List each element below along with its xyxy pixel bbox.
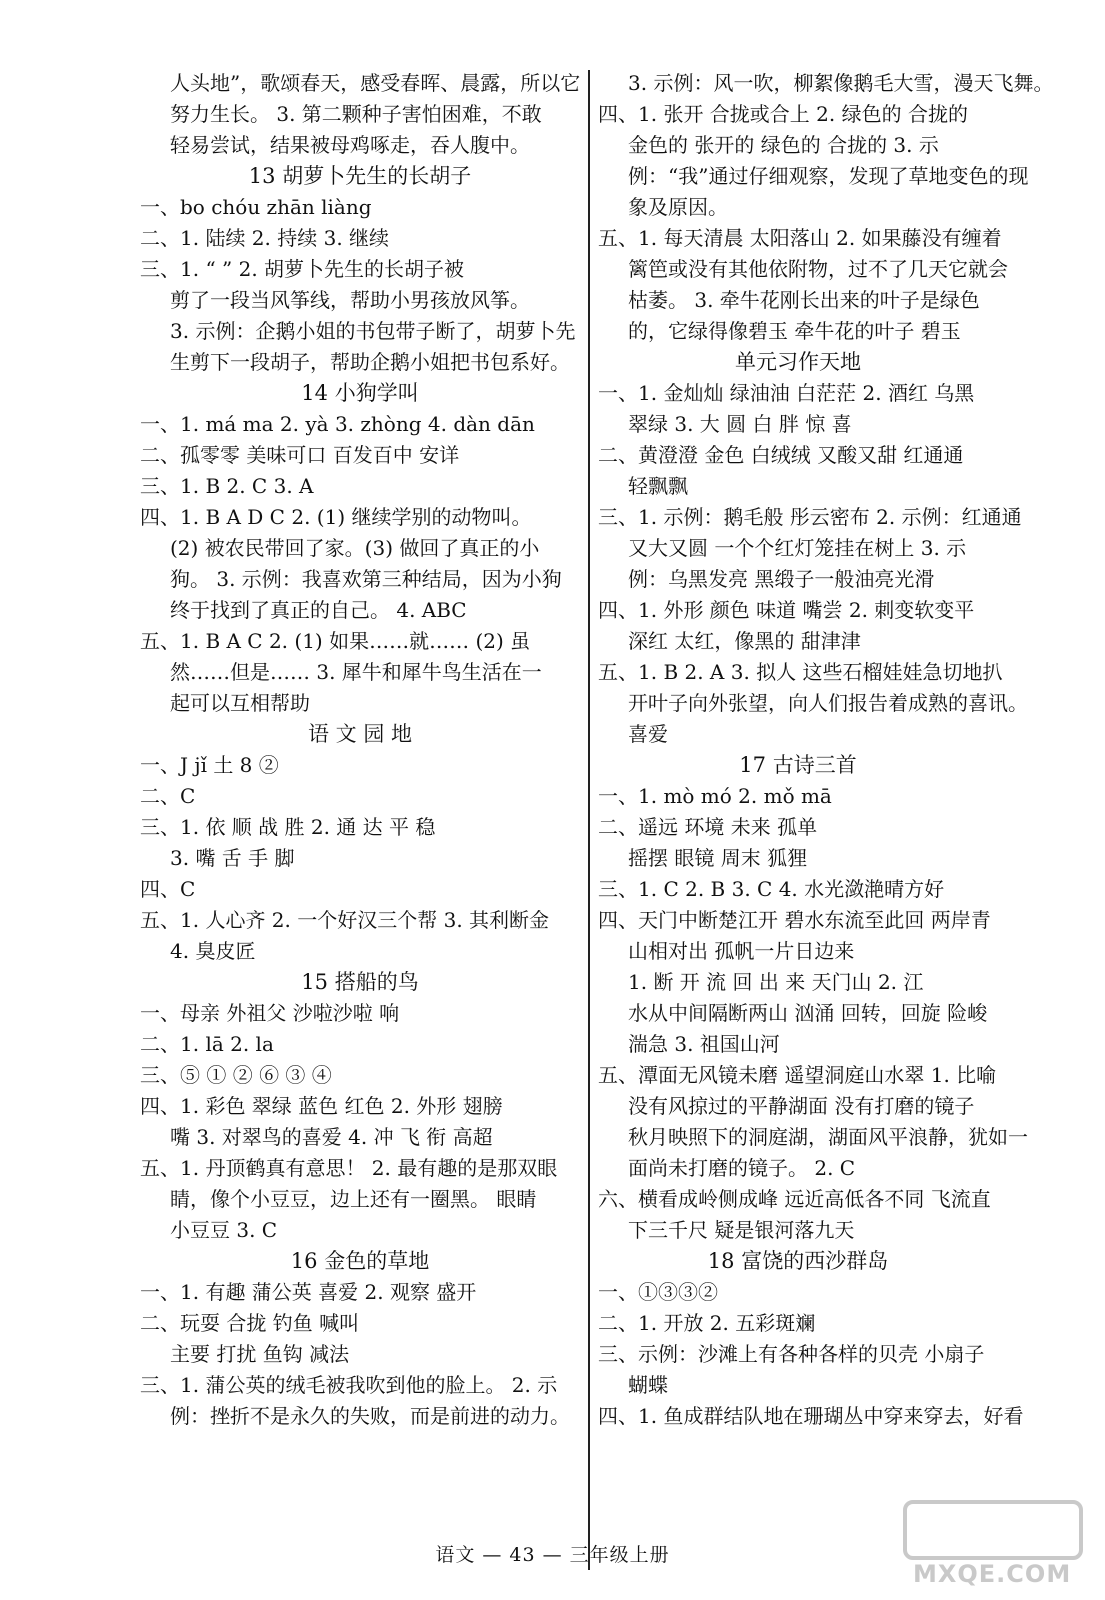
left-text-line: 努力生长。 3. 第二颗种子害怕困难，不敢 (170, 102, 542, 126)
right-text-line: 二、1. 开放 2. 五彩斑斓 (598, 1311, 816, 1335)
left-text-line: 一、J jǐ 土 8 ② (140, 753, 279, 777)
right-text-line: 一、1. mò mó 2. mǒ mā (598, 784, 832, 808)
right-text-line: 五、1. 每天清晨 太阳落山 2. 如果藤没有缠着 (598, 226, 1002, 250)
right-section-heading: 18 富饶的西沙群岛 (707, 1249, 889, 1273)
right-text-line: 轻飘飘 (628, 474, 688, 498)
right-text-line: 水从中间隔断两山 汹涌 回转，回旋 险峻 (628, 1001, 988, 1025)
watermark-logo (903, 1500, 1083, 1592)
left-text-line: 五、1. 人心齐 2. 一个好汉三个帮 3. 其利断金 (140, 908, 550, 932)
right-text-line: 面尚未打磨的镜子。 2. C (628, 1156, 856, 1180)
right-text-line: 1. 断 开 流 回 出 来 天门山 2. 江 (628, 970, 924, 994)
left-text-line: 二、1. 陆续 2. 持续 3. 继续 (140, 226, 390, 250)
left-text-line: 起可以互相帮助 (170, 691, 310, 715)
left-text-line: 四、1. B A D C 2. (1) 继续学别的动物叫。 (140, 505, 532, 529)
left-text-line: 4. 臭皮匠 (170, 939, 256, 963)
right-text-line: 篱笆或没有其他依附物，过不了几天它就会 (628, 257, 1008, 281)
left-text-line: 五、1. B A C 2. (1) 如果……就…… (2) 虽 (140, 629, 531, 653)
left-text-line: 五、1. 丹顶鹤真有意思！ 2. 最有趣的是那双眼 (140, 1156, 558, 1180)
left-text-line: 一、1. 有趣 蒲公英 喜爱 2. 观察 盛开 (140, 1280, 477, 1304)
left-text-line: 二、C (140, 784, 196, 808)
right-text-line: 二、遥远 环境 未来 孤单 (598, 815, 818, 839)
right-text-line: 没有风掠过的平静湖面 没有打磨的镜子 (628, 1094, 975, 1118)
right-text-line: 象及原因。 (628, 195, 728, 219)
left-text-line: 三、⑤ ① ② ⑥ ③ ④ (140, 1063, 332, 1087)
right-column (598, 68, 1054, 1432)
left-text-line: 人头地”，歌颂春天，感受春晖、晨露，所以它 (170, 71, 581, 95)
right-text-line: 例：“我”通过仔细观察，发现了草地变色的现 (628, 164, 1029, 188)
right-text-line: 深红 太红，像黑的 甜津津 (628, 629, 861, 653)
left-text-line: 3. 示例：企鹅小姐的书包带子断了，胡萝卜先 (170, 319, 576, 343)
right-section-heading: 单元习作天地 (735, 350, 861, 374)
right-text-line: 二、黄澄澄 金色 白绒绒 又酸又甜 红通通 (598, 443, 964, 467)
left-section-heading: 14 小狗学叫 (301, 381, 419, 405)
left-text-line: 生剪下一段胡子，帮助企鹅小姐把书包系好。 (170, 350, 570, 374)
left-section-heading: 13 胡萝卜先生的长胡子 (248, 164, 472, 188)
right-text-line: 金色的 张开的 绿色的 合拢的 3. 示 (628, 133, 939, 157)
left-text-line: 一、bo chóu zhān liàng (140, 195, 372, 219)
right-text-line: 枯萎。 3. 牵牛花刚长出来的叶子是绿色 (628, 288, 980, 312)
right-text-line: 又大又圆 一个个红灯笼挂在树上 3. 示 (628, 536, 967, 560)
watermark-text: MXQE.COM (913, 1560, 1072, 1588)
right-text-line: 五、潭面无风镜未磨 遥望洞庭山水翠 1. 比喻 (598, 1063, 997, 1087)
left-text-line: 然……但是…… 3. 犀牛和犀牛鸟生活在一 (170, 660, 542, 684)
right-text-line: 四、1. 鱼成群结队地在珊瑚丛中穿来穿去，好看 (598, 1404, 1024, 1428)
left-section-heading: 16 金色的草地 (290, 1249, 430, 1273)
left-text-line: 终于找到了真正的自己。 4. ABC (170, 598, 467, 622)
left-text-line: 嘴 3. 对翠鸟的喜爱 4. 冲 飞 衔 高超 (170, 1125, 493, 1149)
right-text-line: 四、天门中断楚江开 碧水东流至此回 两岸青 (598, 908, 991, 932)
left-text-line: 二、玩耍 合拢 钓鱼 喊叫 (140, 1311, 360, 1335)
left-section-heading: 语 文 园 地 (307, 722, 413, 746)
right-text-line: 下三千尺 疑是银河落九天 (628, 1218, 855, 1242)
left-text-line: 四、1. 彩色 翠绿 蓝色 红色 2. 外形 翅膀 (140, 1094, 503, 1118)
left-section-heading: 15 搭船的鸟 (301, 970, 419, 994)
right-text-line: 翠绿 3. 大 圆 白 胖 惊 喜 (628, 412, 852, 436)
watermark-box (903, 1500, 1083, 1560)
right-text-line: 一、①③③② (598, 1280, 718, 1304)
left-text-line: 三、1. B 2. C 3. A (140, 474, 314, 498)
left-text-line: 睛，像个小豆豆，边上还有一圈黑。 眼睛 (170, 1187, 537, 1211)
left-text-line: 例：挫折不是永久的失败，而是前进的动力。 (170, 1404, 570, 1428)
right-text-line: 三、1. 示例：鹅毛般 彤云密布 2. 示例：红通通 (598, 505, 1022, 529)
right-text-line: 蝴蝶 (628, 1373, 668, 1397)
page-footer: 语文 — 43 — 三年级上册 (435, 1544, 670, 1566)
left-text-line: 一、1. má ma 2. yà 3. zhòng 4. dàn dān (140, 412, 535, 436)
left-column (140, 68, 580, 1432)
left-text-line: 三、1. 依 顺 战 胜 2. 通 达 平 稳 (140, 815, 436, 839)
right-text-line: 四、1. 外形 颜色 味道 嘴尝 2. 刺变软变平 (598, 598, 975, 622)
left-text-line: 三、1. “ ” 2. 胡萝卜先生的长胡子被 (140, 257, 465, 281)
right-text-line: 六、横看成岭侧成峰 远近高低各不同 飞流直 (598, 1187, 991, 1211)
right-text-line: 开叶子向外张望，向人们报告着成熟的喜讯。 (628, 691, 1028, 715)
right-text-line: 四、1. 张开 合拢或合上 2. 绿色的 合拢的 (598, 102, 968, 126)
right-text-line: 喜爱 (628, 722, 668, 746)
left-text-line: 四、C (140, 877, 196, 901)
right-text-line: 秋月映照下的洞庭湖，湖面风平浪静，犹如一 (628, 1125, 1028, 1149)
left-text-line: 轻易尝试，结果被母鸡啄走，吞人腹中。 (170, 133, 530, 157)
right-text-line: 五、1. B 2. A 3. 拟人 这些石榴娃娃急切地扒 (598, 660, 1003, 684)
left-text-line: 一、母亲 外祖父 沙啦沙啦 响 (140, 1001, 400, 1025)
right-text-line: 山相对出 孤帆一片日边来 (628, 939, 855, 963)
right-text-line: 三、示例：沙滩上有各种各样的贝壳 小扇子 (598, 1342, 985, 1366)
left-text-line: 主要 打扰 鱼钩 减法 (170, 1342, 350, 1366)
left-text-line: 三、1. 蒲公英的绒毛被我吹到他的脸上。 2. 示 (140, 1373, 558, 1397)
right-text-line: 一、1. 金灿灿 绿油油 白茫茫 2. 酒红 乌黑 (598, 381, 975, 405)
left-text-line: 小豆豆 3. C (170, 1218, 278, 1242)
left-text-line: 3. 嘴 舌 手 脚 (170, 846, 295, 870)
left-text-line: 狗。 3. 示例：我喜欢第三种结局，因为小狗 (170, 567, 562, 591)
right-text-line: 的，它绿得像碧玉 牵牛花的叶子 碧玉 (628, 319, 961, 343)
column-divider (588, 70, 590, 1570)
left-text-line: (2) 被农民带回了家。(3) 做回了真正的小 (170, 536, 540, 560)
right-text-line: 例：乌黑发亮 黑缎子一般油亮光滑 (628, 567, 935, 591)
left-text-line: 二、1. lā 2. la (140, 1032, 274, 1056)
right-text-line: 摇摆 眼镜 周末 狐狸 (628, 846, 808, 870)
right-text-line: 湍急 3. 祖国山河 (628, 1032, 780, 1056)
right-text-line: 三、1. C 2. B 3. C 4. 水光潋滟晴方好 (598, 877, 945, 901)
left-text-line: 剪了一段当风筝线，帮助小男孩放风筝。 (170, 288, 530, 312)
right-text-line: 3. 示例：风一吹，柳絮像鹅毛大雪，漫天飞舞。 (628, 71, 1054, 95)
left-text-line: 二、孤零零 美味可口 百发百中 安详 (140, 443, 460, 467)
right-section-heading: 17 古诗三首 (739, 753, 857, 777)
